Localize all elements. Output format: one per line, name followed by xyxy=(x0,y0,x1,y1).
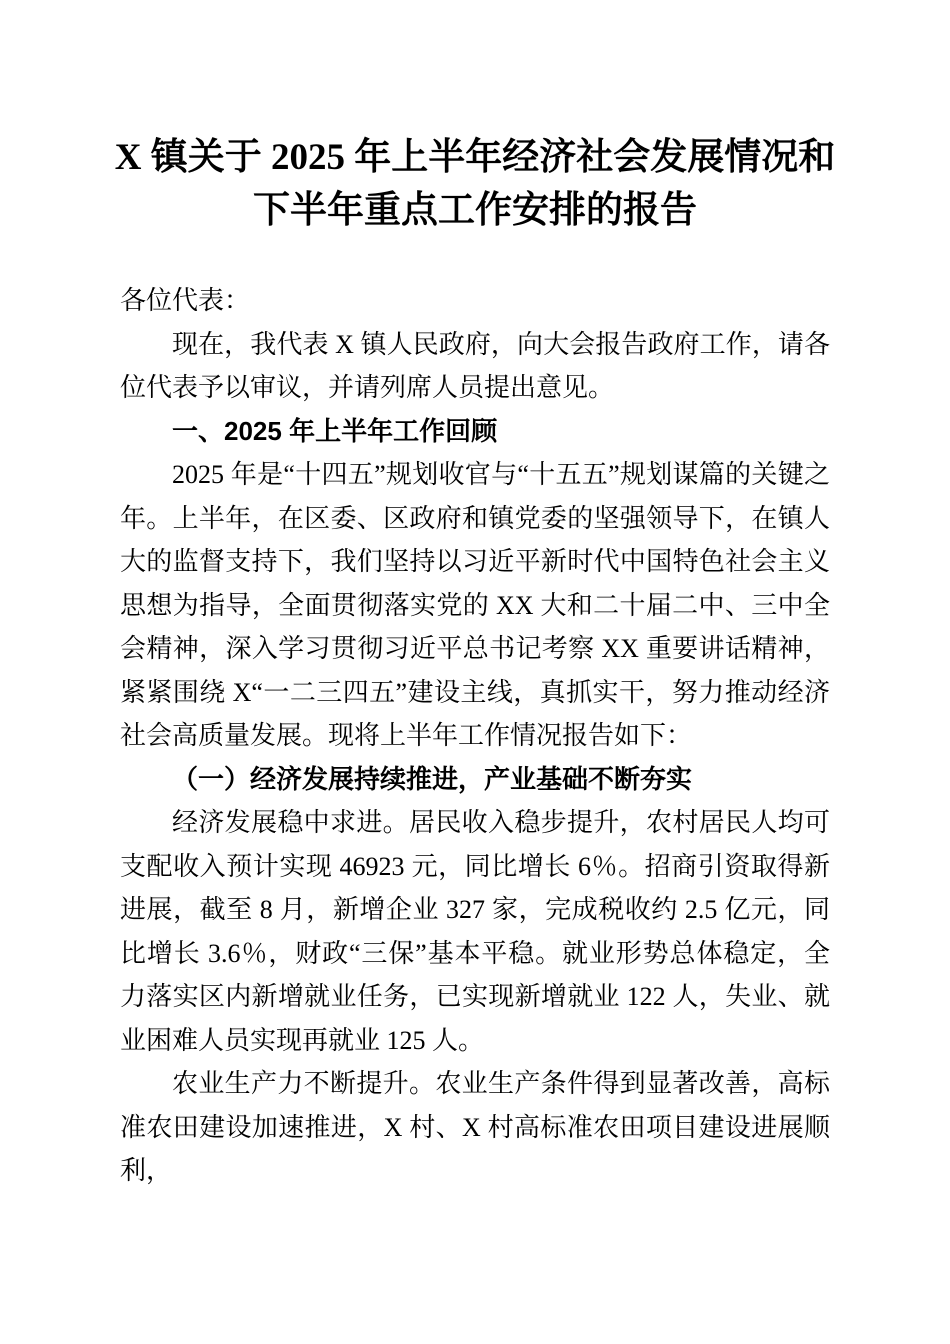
subsection-heading-1-1: （一）经济发展持续推进，产业基础不断夯实 xyxy=(172,764,693,794)
paragraph-agriculture: 农业生产力不断提升。农业生产条件得到显著改善，高标准农田建设加速推进，X 村、X 村高标准农田项目建设进展顺利， xyxy=(120,1069,830,1185)
section-heading-1: 一、2025 年上半年工作回顾 xyxy=(172,415,498,446)
document-body xyxy=(120,279,830,1193)
paragraph-economy: 经济发展稳中求进。居民收入稳步提升，农村居民人均可支配收入预计实现 46923 元，同比增长 6％。招商引资取得新进展，截至 8 月，新增企业 327 家，完成税收约 2.5 亿元，同比增长 3.6％，财政“三保”基本平稳。就业形势总体稳定，全力落实区内新增就业任务，已实现新增就业 122 人，失业、就业困难人员实现再就业 125 人。 xyxy=(120,808,830,1055)
paragraph-intro: 现在，我代表 X 镇人民政府，向大会报告政府工作，请各位代表予以审议，并请列席人员提出意见。 xyxy=(120,329,830,402)
paragraph-section1-overview: 2025 年是“十四五”规划收官与“十五五”规划谋篇的关键之年。上半年，在区委、区政府和镇党委的坚强领导下，在镇人大的监督支持下，我们坚持以习近平新时代中国特色社会主义思想为指导，全面贯彻落实党的 XX 大和二十届二中、三中全会精神，深入学习贯彻习近平总书记考察 XX 重要讲话精神，紧紧围绕 X“一二三四五”建设主线，真抓实干，努力推动经济社会高质量发展。现将上半年工作情况报告如下： xyxy=(120,460,830,750)
document-title-line-2: 下半年重点工作安排的报告 xyxy=(253,190,697,231)
document-title-line-1: X 镇关于 2025 年上半年经济社会发展情况和 xyxy=(114,137,836,178)
document-title xyxy=(0,0,950,237)
paragraph-salutation: 各位代表： xyxy=(120,286,251,315)
